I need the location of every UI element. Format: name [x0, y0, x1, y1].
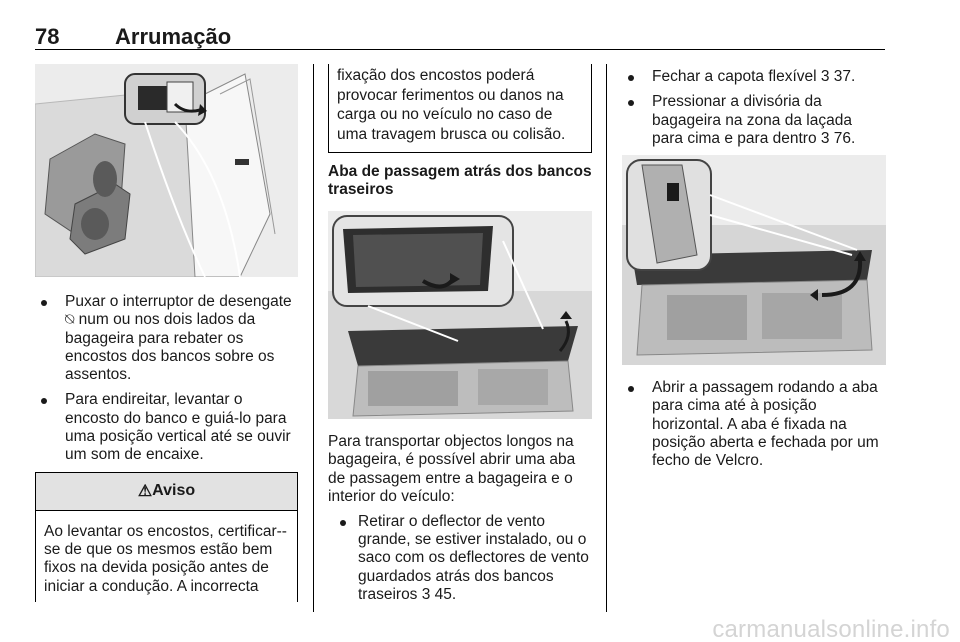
warning-continued: fixação dos encostos poderá provocar ferimentos ou danos na carga ou no veículo no caso de uma travagem brusca ou colisão. [328, 64, 592, 153]
bullet-list-top [622, 68, 886, 148]
bullet-list-deflector [328, 513, 592, 604]
illustration-partition-press [622, 155, 886, 365]
list-item: Pressionar a divisória da bagageira na zona da laçada para cima e para dentro 3 76. [622, 93, 886, 148]
list-item: Puxar o interruptor de desengate ⍉ num ou nos dois lados da bagageira para rebater os encostos dos bancos sobre os assentos. [35, 293, 298, 384]
bullet-list-seat [35, 293, 298, 465]
figure-seat-release [35, 64, 298, 277]
watermark: carmanualsonline.info [712, 616, 950, 642]
figure-partition-press [622, 155, 886, 365]
warning-header [36, 473, 297, 511]
page-ref-icon: 3 [820, 68, 830, 85]
release-switch-icon: ⍉ [65, 311, 75, 329]
column-divider [606, 64, 607, 612]
illustration-passthrough-flap [328, 211, 592, 419]
figure-passthrough-flap [328, 211, 592, 419]
column-left [35, 64, 298, 602]
warning-text: Ao levantar os encostos, certificar--se de que os mesmos estão bem fixos na devida posição antes de iniciar a condução. A incorrecta [44, 522, 287, 595]
bullet-dot [628, 75, 634, 81]
column-middle [328, 64, 592, 611]
column-right [622, 64, 886, 478]
page-header [35, 10, 885, 50]
column-divider [313, 64, 314, 612]
section-title: Aba de passagem atrás dos bancos traseiros [328, 163, 592, 198]
warning-title: Aviso [152, 482, 196, 500]
illustration-seat-release [35, 64, 298, 277]
bullet-list-bottom [622, 379, 886, 470]
page-ref-icon: 3 [820, 129, 830, 147]
list-item: Fechar a capota flexível 3 37. [622, 68, 886, 86]
bullet-dot [41, 398, 47, 404]
paragraph-intro: Para transportar objectos longos na bagageira, é possível abrir uma aba de passagem entre a bagageira e o interior do veículo: [328, 433, 576, 506]
warning-box [35, 472, 298, 603]
warning-icon: ⚠ [137, 483, 153, 501]
list-item: Para endireitar, levantar o encosto do banco e guiá-lo para uma posição vertical até se ouvir um som de encaixe. [35, 391, 298, 464]
page-title: Arrumação [115, 24, 232, 49]
bullet-dot [628, 386, 634, 392]
list-item: Abrir a passagem rodando a aba para cima até à posição horizontal. A aba é fixada na posição aberta e fechada por um fecho de Velcro. [622, 379, 886, 470]
page-ref-icon: 3 [421, 585, 431, 603]
bullet-dot [628, 100, 634, 106]
page-number: 78 [35, 24, 60, 49]
bullet-dot [340, 520, 346, 526]
bullet-dot [41, 300, 47, 306]
list-item: Retirar o deflector de vento grande, se estiver instalado, ou o saco com os deflectores de vento guardados atrás dos bancos traseiros 3 45. [328, 513, 592, 604]
